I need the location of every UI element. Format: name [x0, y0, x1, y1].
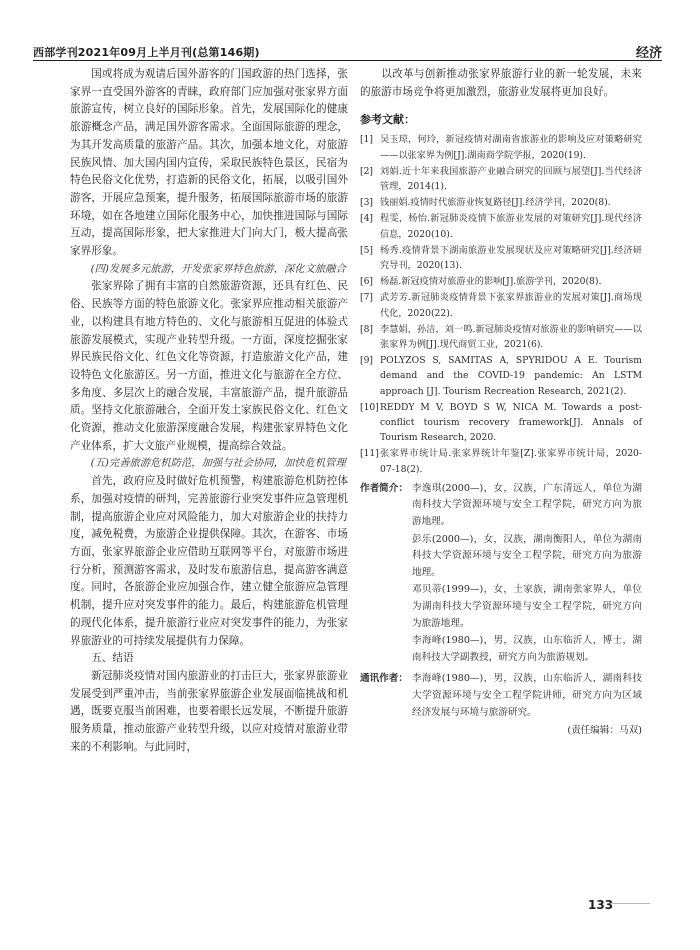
reference-item: [6] 杨磊.新冠疫情对旅游业的影响[J].旅游学刊，2020(8). — [360, 276, 602, 288]
paragraph-culture-tourism: 张家界除了拥有丰富的自然旅游资源，还具有红色、民俗、民族等方面的特色旅游文化。张家界应推动相关旅游产业，以构建具有地方特色的、文化与旅游相互促进的体验式旅游发展模式，实现产业转型升级。一方面，深度挖掘张家界民族民俗文化、红色文化等资源，打造旅游文化产品，建设特色文化旅游区。另一方面，推进文化与旅游在全方位、多角度、多层次上的融合发展，丰富旅游产品，提升旅游品质。坚持文化旅游融合，全面开发土家族民俗文化、红色文化资源，推动文化旅游深度融合发展，构建张家界特色文化产业体系，扩大文旅产业规模，提高综合效益。 — [70, 280, 348, 452]
section-conclusion-heading: 五、结语 — [91, 652, 134, 665]
paragraph-international-tourism: 国或将成为观请后国外游客的门国政游的热门选择，张家界一直受国外游客的青睐，政府部门应加强对张家界方面旅游宣传，树立良好的国际形象。首先，发展国际化的健康旅游概念产品，满足国外游客需求。全面国际旅游的理念，为其开发高质量的旅游产品。其次，加强本地文化，对旅游民族风情、加大国内国内宣传，采取民族特色景区，民宿为特色民俗文化优势，打造新的民俗文化，拓展，以吸引国外游客，开展应急预案，提升服务，拓展国际旅游市场的旅游环境，如在各地建立国际化服务中心，加快推进国际与国际互动，提高国际形象，把大家推进大门向大门，极大提高张家界形象。 — [70, 68, 348, 258]
reference-item: [8] 李慧娟，孙洁，刘一鸣.新冠肺炎疫情对旅游业的影响研究——以张家界为例[J].现代商贸工业，2021(6). — [360, 323, 642, 351]
subheading-culture-tourism: (四)发展多元旅游，开发张家界特色旅游，深化文旅融合 — [90, 262, 346, 275]
page-number-rule — [610, 903, 650, 904]
left-column — [70, 66, 348, 756]
corresponding-author-block — [360, 671, 642, 722]
reference-item: [1] 吴玉琼，何玲，新冠疫情对湖南省旅游业的影响及应对策略研究——以张家界为例[J].湖南商学院学报，2020(19). — [360, 134, 642, 161]
author-bio: 邓贝蒂(1999—)，女，土家族，湖南张家界人，单位为湖南科技大学资源环境与安全工程学院，研究方向为旅游地理。 — [412, 584, 642, 629]
paragraph-conclusion-continued: 以改革与创新推动张家界旅游行业的新一轮发展，未来的旅游市场竞争将更加激烈，旅游业发展将更加良好。 — [360, 68, 642, 98]
journal-title: 西部学刊2021年09月上半月刊(总第146期) — [33, 46, 260, 59]
author-bio: 彭乐(2000—)，女，汉族，湖南衡阳人，单位为湖南科技大学资源环境与安全工程学院，研究方向为旅游地理。 — [412, 533, 642, 578]
subheading-crisis-management: (五)完善旅游危机防范，加强与社会协同，加快危机管理 — [90, 457, 346, 470]
author-bio-label: 作者简介： — [360, 482, 408, 494]
author-bio: 李逸琪(2000—)，女，汉族，广东清远人，单位为湖南科技大学资源环境与安全工程学院，研究方向为旅游地理。 — [412, 482, 642, 528]
reference-item: [4] 程雯，杨怡.新冠肺炎疫情下旅游业发展的对策研究[J].现代经济信息，2020(10). — [360, 213, 642, 240]
right-column — [360, 66, 642, 739]
author-bio-block — [360, 481, 642, 668]
corresponding-author-text-wrap — [412, 671, 642, 722]
reference-item: [3] 钱丽娟.疫情时代旅游业恢复路径[J].经济学刊，2020(8). — [360, 197, 611, 209]
responsible-editor: (责任编辑：马双) — [567, 725, 642, 737]
reference-item: [10] REDDY M V, BOYD S W, NICA M. Towards a post-conflict tourism recovery framework[J]. Annals of Tourism Research, 2020. — [360, 401, 642, 444]
page-number: 133 — [588, 898, 614, 912]
paragraph-crisis-management: 首先，政府应及时做好危机预警，构建旅游危机防控体系，加强对疫情的研判，完善旅游行业突发事件应急管理机制，提高旅游企业应对风险能力，加大对旅游企业的扶持力度，减免税费，为旅游企业提供保障。其次，在游客、市场方面，张家界旅游企业应借助互联网等平台，对旅游市场进行分析，预测游客需求，及时发布旅游信息，提高游客满意度。同时，各旅游企业应加强合作，建立健全旅游应急管理机制，提升应对突发事件的能力。最后，构建旅游危机管理的现代化体系，提升旅游行业应对突发事件的能力，为张家界旅游业的可持续发展提供有力保障。 — [70, 475, 348, 647]
header-divider — [33, 60, 662, 61]
paragraph-conclusion: 新冠肺炎疫情对国内旅游业的打击巨大，张家界旅游业发展受到严重冲击，当前张家界旅游企业发展面临挑战和机遇，既要克服当前困难，也要着眼长远发展，不断提升旅游服务质量，推动旅游产业转型升级，以应对疫情对旅游业带来的不利影响。与此同时， — [70, 669, 348, 753]
references-heading: 参考文献： — [360, 113, 415, 127]
reference-list — [360, 132, 642, 476]
reference-item: [5] 杨秀.疫情背景下湖南旅游业发展现状及应对策略研究[J].经济研究导刊，2020(13). — [360, 244, 642, 272]
reference-item: [9] POLYZOS S, SAMITAS A, SPYRIDOU A E. Tourism demand and the COVID-19 pandemic: An LSTM approach [J]. Tourism Recreation Research, 2021(2). — [360, 355, 642, 397]
reference-item: [11] 张家界市统计局.张家界统计年鉴[Z].张家界市统计局，2020-07-18(2). — [360, 448, 642, 475]
author-bio: 李海峰(1980—)，男，汉族，山东临沂人，博士，湖南科技大学副教授，研究方向为旅游规划。 — [412, 635, 642, 663]
author-bio-list — [412, 481, 642, 668]
reference-item: [7] 武芳芳.新冠肺炎疫情背景下张家界旅游业的发展对策[J].商场现代化，2020(22). — [360, 292, 642, 319]
corresponding-author-label: 通讯作者： — [360, 673, 408, 685]
corresponding-author-text: 李海峰(1980—)，男，汉族，山东临沂人，湖南科技大学资源环境与安全工程学院讲师，研究方向为区域经济发展与环境与旅游研究。 — [412, 673, 642, 718]
reference-item: [2] 刘娟.近十年来我国旅游产业融合研究的回顾与展望[J].当代经济管理，2014(1). — [360, 165, 642, 193]
section-label: 经济 — [635, 46, 662, 61]
